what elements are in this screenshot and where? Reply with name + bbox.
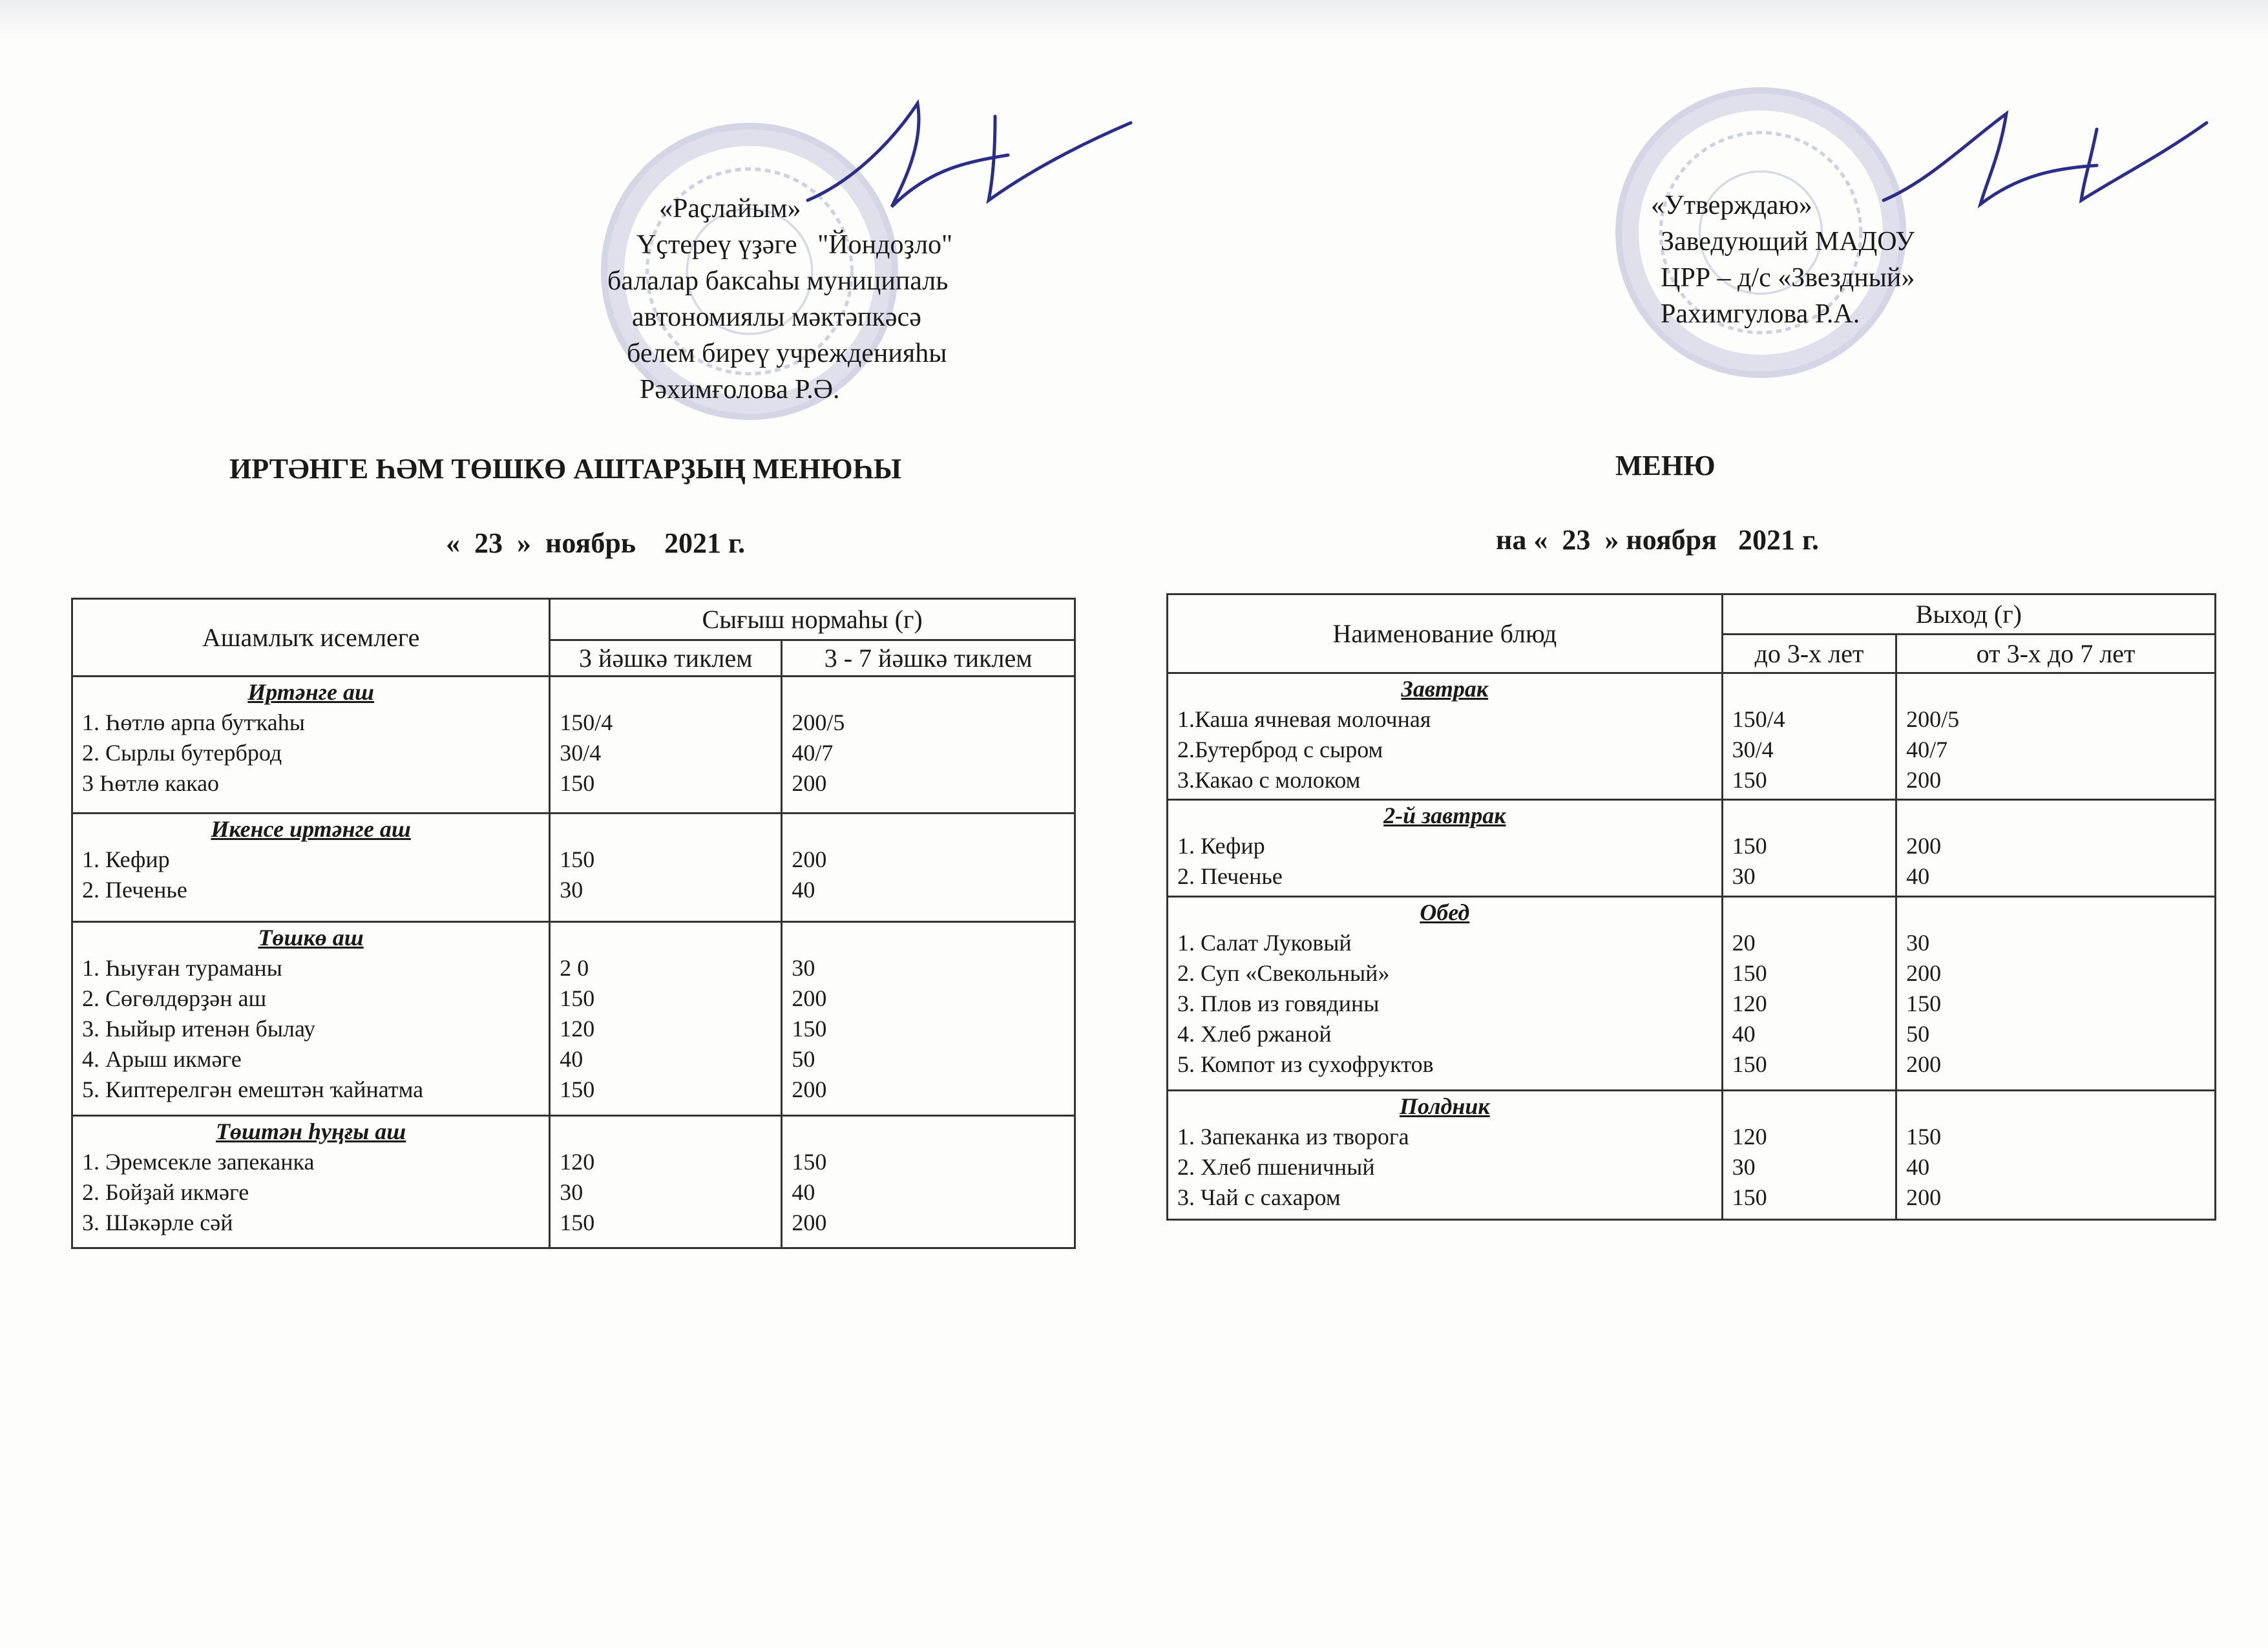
col-header-dish: Ашамлыҡ исемлеге: [72, 599, 550, 677]
page-title: ИРТӘНГЕ ҺӘМ ТӨШКӨ АШТАРҘЫҢ МЕНЮҺЫ: [229, 453, 902, 485]
yield-value: 30: [560, 1179, 583, 1205]
dish-name: 2. Печенье: [1177, 863, 1283, 889]
col-header-age-a: до 3-х лет: [1722, 635, 1896, 673]
yield-value: 200/5: [1906, 706, 1960, 732]
dish-name: 2. Сырлы бутерброд: [82, 740, 282, 766]
dish-name: 4. Арыш икмәге: [82, 1046, 242, 1072]
approval-block: [607, 191, 952, 408]
dish-name: 1. Кефир: [82, 846, 170, 872]
col-header-age-a: 3 йәшкә тиклем: [550, 640, 782, 677]
approval-heading: «Раҫлайым»: [659, 194, 801, 224]
yield-value: 30: [1906, 930, 1930, 956]
dish-name: 3. Плов из говядины: [1177, 991, 1380, 1016]
menu-date: на « 23 » ноября 2021 г.: [1496, 524, 1819, 556]
menu-table: [71, 598, 1076, 1249]
approval-line: автономиялы мәктәпкәсә: [632, 302, 921, 332]
yield-value: 40: [1732, 1021, 1756, 1047]
approval-line: Үҫтереү үҙәге "Йондоҙло": [636, 230, 953, 260]
yield-value: 150: [1732, 1051, 1767, 1077]
signature: [1877, 103, 2213, 213]
dish-name: 2. Печенье: [82, 877, 187, 903]
yield-value: 40: [560, 1046, 583, 1072]
dish-name: 5. Компот из сухофруктов: [1177, 1051, 1434, 1077]
approval-signatory: Рәхимғолова Р.Ә.: [640, 375, 840, 404]
table-row: [1168, 800, 2216, 897]
dish-name: 1. Запеканка из творога: [1177, 1124, 1409, 1150]
yield-value: 150/4: [560, 709, 613, 735]
dish-name: 1. Һөтлө арпа бутҡаһы: [82, 709, 305, 735]
approval-block: [1651, 187, 1915, 332]
page-title: МЕНЮ: [1615, 450, 1716, 481]
yield-value: 150: [1906, 991, 1942, 1016]
dish-name: 3.Какао с молоком: [1177, 767, 1361, 793]
yield-value: 200: [792, 1210, 827, 1235]
approval-signatory: Рахимгулова Р.А.: [1661, 299, 1860, 329]
yield-value: 200/5: [792, 709, 845, 735]
table-row: [72, 1116, 1075, 1248]
meal-section-title: Төшкө аш: [258, 925, 364, 951]
table-row: [72, 922, 1075, 1116]
yield-value: 150: [560, 770, 595, 796]
yield-value: 40: [1906, 1154, 1930, 1180]
yield-value: 120: [1732, 991, 1767, 1016]
yield-value: 30: [792, 955, 815, 981]
col-header-yield: Выход (г): [1722, 594, 2215, 635]
yield-value: 40: [792, 1179, 815, 1205]
meal-section-title: Иртәнге аш: [247, 679, 374, 705]
col-header-dish: Наименование блюд: [1168, 594, 1723, 673]
yield-value: 120: [560, 1149, 595, 1175]
yield-value: 150: [1906, 1124, 1942, 1150]
yield-value: 150: [792, 1149, 827, 1175]
table-row: [1168, 897, 2216, 1091]
yield-value: 40/7: [1906, 737, 1948, 762]
yield-value: 30/4: [1732, 737, 1774, 762]
yield-value: 20: [1732, 930, 1756, 956]
dish-name: 5. Киптерелгән емештән ҡайнатма: [82, 1077, 424, 1102]
table-row: [1168, 1091, 2216, 1220]
col-header-yield: Сығыш нормаһы (г): [550, 599, 1075, 640]
meal-section-title: Икенсе иртәнге аш: [211, 816, 411, 842]
yield-value: 200: [1906, 1184, 1942, 1210]
approval-line: белем биреү учрежденияһы: [627, 339, 947, 368]
yield-value: 120: [560, 1016, 595, 1042]
yield-value: 200: [1906, 833, 1942, 859]
yield-value: 150: [1732, 960, 1767, 986]
dish-name: 2. Суп «Свекольный»: [1177, 960, 1390, 986]
yield-value: 200: [792, 1077, 827, 1102]
yield-value: 2 0: [560, 955, 589, 981]
scan-shadow: [0, 0, 2268, 39]
table-row: [1168, 673, 2216, 800]
yield-value: 150: [560, 1077, 595, 1102]
menu-table: [1166, 593, 2216, 1221]
yield-value: 50: [1906, 1021, 1930, 1047]
dish-name: 3. Чай с сахаром: [1177, 1184, 1341, 1210]
yield-value: 200: [792, 770, 827, 796]
yield-value: 200: [792, 985, 827, 1011]
yield-value: 150: [1732, 833, 1767, 859]
yield-value: 150/4: [1732, 706, 1785, 732]
dish-name: 1. Салат Луковый: [1177, 930, 1352, 956]
meal-section-title: 2-й завтрак: [1383, 803, 1506, 828]
menu-date: « 23 » ноябрь 2021 г.: [446, 527, 746, 559]
dish-name: 1.Каша ячневая молочная: [1177, 706, 1431, 732]
yield-value: 150: [560, 985, 595, 1011]
dish-name: 2. Бойҙай икмәге: [82, 1179, 249, 1205]
yield-value: 30: [1732, 863, 1756, 889]
yield-value: 30/4: [560, 740, 602, 766]
approval-heading: «Утверждаю»: [1651, 191, 1812, 220]
approval-line: Заведующий МАДОУ: [1661, 227, 1915, 257]
yield-value: 30: [560, 877, 583, 903]
yield-value: 200: [792, 846, 827, 872]
dish-name: 3 Һөтлө какао: [82, 770, 220, 796]
yield-value: 40/7: [792, 740, 834, 766]
yield-value: 200: [1906, 960, 1942, 986]
yield-value: 120: [1732, 1124, 1767, 1150]
dish-name: 2. Сөгөлдөрҙән аш: [82, 985, 267, 1011]
dish-name: 1. Һыуған тураманы: [82, 955, 282, 981]
meal-section-title: Полдник: [1399, 1093, 1490, 1119]
yield-value: 40: [1906, 863, 1930, 889]
yield-value: 150: [792, 1016, 827, 1042]
yield-value: 200: [1906, 767, 1942, 793]
yield-value: 150: [1732, 767, 1767, 793]
dish-name: 2. Хлеб пшеничный: [1177, 1154, 1375, 1180]
dish-name: 3. Шәкәрле сәй: [82, 1210, 233, 1235]
dish-name: 1. Эремсекле запеканка: [82, 1149, 315, 1175]
col-header-age-b: 3 - 7 йәшкә тиклем: [782, 640, 1075, 677]
meal-section-title: Обед: [1420, 899, 1470, 925]
yield-value: 40: [792, 877, 815, 903]
yield-value: 150: [560, 1210, 595, 1235]
yield-value: 50: [792, 1046, 815, 1072]
table-row: [72, 814, 1075, 922]
yield-value: 200: [1906, 1051, 1942, 1077]
dish-name: 1. Кефир: [1177, 833, 1265, 859]
meal-section-title: Төштән һуңғы аш: [216, 1119, 406, 1144]
approval-line: ЦРР – д/с «Звездный»: [1661, 263, 1915, 293]
col-header-age-b: от 3-х до 7 лет: [1896, 635, 2216, 673]
yield-value: 150: [560, 846, 595, 872]
dish-name: 3. Һыйыр итенән былау: [82, 1016, 316, 1042]
approval-line: балалар баксаһы муниципаль: [607, 266, 949, 296]
table-row: [72, 677, 1075, 814]
dish-name: 4. Хлеб ржаной: [1177, 1021, 1332, 1047]
yield-value: 150: [1732, 1184, 1767, 1210]
dish-name: 2.Бутерброд с сыром: [1177, 737, 1383, 762]
meal-section-title: Завтрак: [1401, 676, 1489, 702]
yield-value: 30: [1732, 1154, 1756, 1180]
